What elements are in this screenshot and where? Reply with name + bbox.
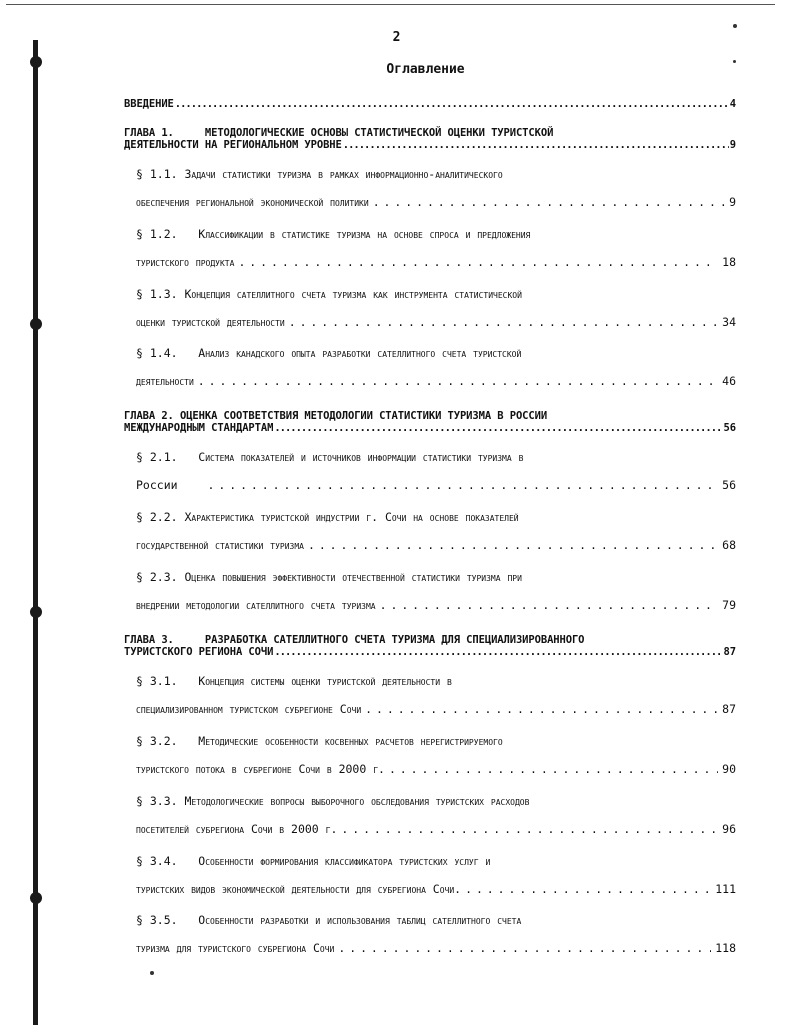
toc-section-title: § 3.2. Методические особенности косвенных расчетов нерегистрируемого (136, 734, 503, 748)
leader-dots (341, 822, 718, 836)
toc-section-title-cont: деятельности (136, 374, 194, 388)
toc-page-number: 9 (729, 195, 736, 209)
toc-page-number: 9 (729, 139, 736, 151)
toc-entry-title-cont: ТУРИСТСКОГО РЕГИОНА СОЧИ (124, 646, 274, 658)
leader-dots (373, 195, 725, 209)
toc-section-2-2[interactable] (136, 510, 736, 552)
toc-entry-title: ГЛАВА 2. ОЦЕНКА СООТВЕТСТВИЯ МЕТОДОЛОГИИ СТАТИСТИКИ ТУРИЗМА В РОССИИ (124, 410, 548, 422)
toc-section-title-cont: государственной статистики туризма (136, 538, 304, 552)
toc-entry-intro[interactable] (124, 98, 736, 110)
toc-section-title: § 3.5. Особенности разработки и использования таблиц сателлитного счета (136, 913, 522, 927)
toc-section-3-2[interactable] (136, 734, 736, 776)
toc-section-title: § 3.3. Методологические вопросы выборочного обследования туристских расходов (136, 794, 530, 808)
toc-page-number: 111 (715, 882, 736, 896)
scan-speck (150, 971, 154, 975)
leader-dots (389, 762, 718, 776)
page-number: 2 (392, 30, 401, 45)
binding-hole-mark (30, 606, 42, 618)
toc-section-title-cont: туристских видов экономической деятельности для субрегиона Сочи. (136, 882, 462, 896)
toc-section-3-4[interactable] (136, 854, 736, 896)
toc-entry-title-cont: МЕЖДУНАРОДНЫМ СТАНДАРТАМ (124, 422, 274, 434)
toc-section-2-1[interactable] (136, 450, 736, 492)
binding-hole-mark (30, 892, 42, 904)
toc-page-number: 34 (722, 315, 736, 329)
leader-dots (289, 315, 718, 329)
toc-section-3-5[interactable] (136, 913, 736, 955)
leader-dots (274, 422, 722, 434)
toc-page-number: 56 (723, 422, 736, 434)
toc-section-title: § 1.3. Концепция сателлитного счета туризма как инструмента статистической (136, 287, 522, 301)
toc-page-number: 118 (715, 941, 736, 955)
toc-section-3-1[interactable] (136, 674, 736, 716)
toc-page-number: 96 (722, 822, 736, 836)
toc-section-3-3[interactable] (136, 794, 736, 836)
toc-section-title: § 3.1. Концепция системы оценки туристской деятельности в (136, 674, 452, 688)
leader-dots (198, 374, 718, 388)
toc-chapter-3[interactable] (124, 634, 736, 658)
toc-section-title-cont: туристского продукта (136, 255, 235, 269)
toc-page-number: 4 (729, 98, 736, 110)
binding-hole-mark (30, 318, 42, 330)
toc-section-title-cont: специализированном туристском субрегионе Сочи (136, 702, 362, 716)
toc-section-2-3[interactable] (136, 570, 736, 612)
toc-section-title-cont: посетителей субрегиона Сочи в 2000 г. (136, 822, 338, 836)
toc-section-title-cont: оценки туристской деятельности (136, 315, 285, 329)
toc-page-number: 90 (722, 762, 736, 776)
scan-speck (733, 24, 737, 28)
toc-section-title: § 1.4. Анализ канадского опыта разработки сателлитного счета туристской (136, 346, 522, 360)
toc-chapter-1[interactable] (124, 127, 736, 151)
scan-top-border (6, 4, 775, 5)
toc-section-title-cont: внедрении методологии сателлитного счета туризма (136, 598, 376, 612)
toc-chapter-2[interactable] (124, 410, 736, 434)
toc-section-title-cont: туристского потока в субрегионе Сочи в 2000 г. (136, 762, 385, 776)
toc-section-title-cont: России (136, 478, 178, 492)
toc-section-1-3[interactable] (136, 287, 736, 329)
toc-entry-title: ВВЕДЕНИЕ (124, 98, 174, 110)
toc-section-title-cont: туризма для туристского субрегиона Сочи (136, 941, 335, 955)
toc-section-title-cont: обеспечения региональной экономической политики (136, 195, 369, 209)
toc-entry-title: ГЛАВА 1. МЕТОДОЛОГИЧЕСКИЕ ОСНОВЫ СТАТИСТИЧЕСКОЙ ОЦЕНКИ ТУРИСТСКОЙ (124, 127, 554, 139)
toc-section-1-2[interactable] (136, 227, 736, 269)
toc-section-title: § 3.4. Особенности формирования классификатора туристских услуг и (136, 854, 491, 868)
page-title: Оглавление (386, 62, 465, 77)
leader-dots (365, 702, 718, 716)
leader-dots (274, 646, 722, 658)
toc-entry-title: ГЛАВА 3. РАЗРАБОТКА САТЕЛЛИТНОГО СЧЕТА ТУРИЗМА ДЛЯ СПЕЦИАЛИЗИРОВАННОГО (124, 634, 585, 646)
toc-page-number: 87 (723, 646, 736, 658)
leader-dots (343, 139, 729, 151)
leader-dots (465, 882, 711, 896)
toc-page-number: 56 (722, 478, 736, 492)
toc-page-number: 18 (722, 255, 736, 269)
toc-page-number: 46 (722, 374, 736, 388)
toc-section-title: § 2.1. Система показателей и источников информации статистики туризма в (136, 450, 524, 464)
leader-dots (338, 941, 711, 955)
scan-binding-edge (33, 40, 38, 1025)
toc-section-title: § 1.1. Задачи статистики туризма в рамках информационно-аналитического (136, 167, 503, 181)
toc-entry-title-cont: ДЕЯТЕЛЬНОСТИ НА РЕГИОНАЛЬНОМ УРОВНЕ (124, 139, 342, 151)
toc-section-1-4[interactable] (136, 346, 736, 388)
toc-page-number: 79 (722, 598, 736, 612)
toc-section-1-1[interactable] (136, 167, 736, 209)
leader-dots (208, 478, 719, 492)
leader-dots (175, 98, 729, 110)
toc-section-title: § 2.3. Оценка повышения эффективности отечественной статистики туризма при (136, 570, 522, 584)
toc-page-number: 87 (722, 702, 736, 716)
toc-section-title: § 1.2. Классификации в статистике туризма на основе спроса и предложения (136, 227, 531, 241)
toc-section-title: § 2.2. Характеристика туристской индустрии г. Сочи на основе показателей (136, 510, 519, 524)
leader-dots (238, 255, 718, 269)
toc-page-number: 68 (722, 538, 736, 552)
leader-dots (308, 538, 718, 552)
leader-dots (380, 598, 719, 612)
